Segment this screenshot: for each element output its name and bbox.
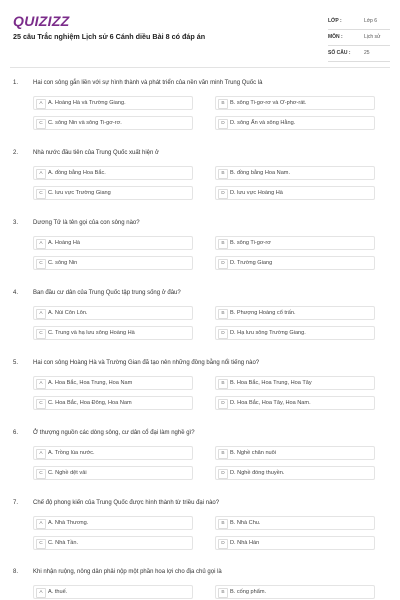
question-number: 3. xyxy=(13,220,19,226)
option-text: D. Nhà Hán xyxy=(230,540,260,546)
option-text: B. Phượng Hoàng cổ trấn. xyxy=(230,310,296,316)
option-c[interactable] xyxy=(33,256,193,270)
question-1 xyxy=(0,80,400,150)
option-text: B. Nhà Chu. xyxy=(230,520,261,526)
option-b[interactable] xyxy=(215,446,375,460)
option-b[interactable] xyxy=(215,96,375,110)
option-text: C. sông Nin xyxy=(48,260,78,266)
question-text: Khi nhận ruộng, nông dân phải nộp một phần hoa lợi cho địa chủ gọi là xyxy=(33,569,222,575)
option-letter: D xyxy=(218,329,228,339)
option-letter: C xyxy=(36,399,46,409)
option-letter: B xyxy=(218,99,228,109)
option-a[interactable] xyxy=(33,446,193,460)
question-text: Hai con sông gắn liền với sự hình thành và phát triển của nền văn minh Trung Quốc là xyxy=(33,80,263,86)
option-text: B. Hoa Bắc, Hoa Trung, Hoa Tây xyxy=(230,380,312,386)
option-d[interactable] xyxy=(215,396,375,410)
meta-key: SỐ CÂU : xyxy=(328,50,351,56)
question-text: Ban đầu cư dân của Trung Quốc tập trung sống ở đâu? xyxy=(33,290,181,296)
option-letter: D xyxy=(218,119,228,129)
option-text: C. Hoa Bắc, Hoa Đông, Hoa Nam xyxy=(48,400,132,406)
option-letter: B xyxy=(218,309,228,319)
option-text: A. Núi Côn Lôn. xyxy=(48,310,88,316)
meta-value: Lịch sử xyxy=(364,34,381,40)
option-text: B. Nghề chăn nuôi xyxy=(230,450,277,456)
option-text: A. Trồng lúa nước. xyxy=(48,450,95,456)
question-text: Dương Tử là tên gọi của con sông nào? xyxy=(33,220,140,226)
option-letter: B xyxy=(218,588,228,598)
option-text: D. sông Ấn và sông Hằng. xyxy=(230,120,296,126)
option-c[interactable] xyxy=(33,186,193,200)
option-text: A. thuế. xyxy=(48,589,68,595)
option-text: B. đồng bằng Hoa Nam. xyxy=(230,170,291,176)
option-letter: D xyxy=(218,259,228,269)
option-text: B. cống phẩm. xyxy=(230,589,267,595)
option-letter: C xyxy=(36,259,46,269)
option-text: D. Hạ lưu sông Trường Giang. xyxy=(230,330,306,336)
option-d[interactable] xyxy=(215,256,375,270)
question-number: 7. xyxy=(13,500,19,506)
question-text: Nhà nước đầu tiên của Trung Quốc xuất hiện ở xyxy=(33,150,159,156)
option-letter: D xyxy=(218,539,228,549)
option-text: D. Trường Giang xyxy=(230,260,273,266)
option-letter: B xyxy=(218,519,228,529)
option-letter: C xyxy=(36,539,46,549)
option-letter: B xyxy=(218,379,228,389)
option-a[interactable] xyxy=(33,516,193,530)
option-a[interactable] xyxy=(33,96,193,110)
question-number: 4. xyxy=(13,290,19,296)
option-text: A. đồng bằng Hoa Bắc. xyxy=(48,170,106,176)
question-number: 1. xyxy=(13,80,19,86)
question-8 xyxy=(0,569,400,600)
option-letter: A xyxy=(36,309,46,319)
option-letter: D xyxy=(218,399,228,409)
option-text: C. Nghề dệt vải xyxy=(48,470,87,476)
question-text: Ở thượng nguồn các dòng sông, cư dân cổ đại làm nghề gì? xyxy=(33,430,195,436)
question-2 xyxy=(0,150,400,220)
question-5 xyxy=(0,360,400,430)
option-text: D. Nghề đóng thuyền. xyxy=(230,470,285,476)
question-3 xyxy=(0,220,400,290)
worksheet-header xyxy=(0,0,400,64)
option-a[interactable] xyxy=(33,166,193,180)
question-number: 5. xyxy=(13,360,19,366)
option-text: C. lưu vực Trường Giang xyxy=(48,190,111,196)
option-letter: C xyxy=(36,469,46,479)
option-c[interactable] xyxy=(33,466,193,480)
option-letter: A xyxy=(36,169,46,179)
option-letter: A xyxy=(36,519,46,529)
option-c[interactable] xyxy=(33,326,193,340)
question-text: Chế độ phong kiến của Trung Quốc được hình thành từ triều đại nào? xyxy=(33,500,220,506)
option-text: A. Hoa Bắc, Hoa Trung, Hoa Nam xyxy=(48,380,133,386)
option-text: D. lưu vực Hoàng Hà xyxy=(230,190,283,196)
meta-key: MÔN : xyxy=(328,34,343,40)
option-a[interactable] xyxy=(33,306,193,320)
option-text: B. sông Ti-gơ-rơ và Ơ-phơ-rát. xyxy=(230,100,307,106)
meta-row-grade xyxy=(328,14,390,30)
option-text: C. Trung và hạ lưu sông Hoàng Hà xyxy=(48,330,135,336)
option-text: A. Nhà Thương. xyxy=(48,520,89,526)
option-letter: A xyxy=(36,99,46,109)
option-letter: A xyxy=(36,588,46,598)
option-c[interactable] xyxy=(33,396,193,410)
option-b[interactable] xyxy=(215,166,375,180)
question-number: 8. xyxy=(13,569,19,575)
option-letter: A xyxy=(36,239,46,249)
worksheet-title: 25 câu Trắc nghiệm Lịch sử 6 Cánh diều Bài 8 có đáp án xyxy=(13,32,206,41)
option-d[interactable] xyxy=(215,186,375,200)
meta-value: Lớp 6 xyxy=(364,18,378,24)
option-d[interactable] xyxy=(215,116,375,130)
option-letter: B xyxy=(218,169,228,179)
option-letter: C xyxy=(36,329,46,339)
option-b[interactable] xyxy=(215,516,375,530)
option-c[interactable] xyxy=(33,536,193,550)
option-letter: B xyxy=(218,449,228,459)
meta-key: LỚP : xyxy=(328,18,342,24)
option-text: A. Hoàng Hà và Trường Giang. xyxy=(48,100,126,106)
option-a[interactable] xyxy=(33,236,193,250)
option-c[interactable] xyxy=(33,116,193,130)
worksheet-meta xyxy=(328,14,390,62)
option-b[interactable] xyxy=(215,376,375,390)
header-divider xyxy=(10,67,390,68)
question-number: 2. xyxy=(13,150,19,156)
option-text: B. sông Ti-gơ-rơ xyxy=(230,240,271,246)
option-text: D. Hoa Bắc, Hoa Tây, Hoa Nam. xyxy=(230,400,311,406)
option-letter: D xyxy=(218,189,228,199)
option-letter: C xyxy=(36,189,46,199)
option-letter: D xyxy=(218,469,228,479)
option-letter: A xyxy=(36,449,46,459)
meta-row-count xyxy=(328,46,390,62)
question-text: Hai con sông Hoàng Hà và Trường Gian đã tạo nên những đồng bằng nổi tiếng nào? xyxy=(33,360,260,366)
option-b[interactable] xyxy=(215,585,375,599)
option-text: C. Nhà Tần. xyxy=(48,540,79,546)
option-b[interactable] xyxy=(215,236,375,250)
quizizz-logo: QUIZIZZ xyxy=(13,13,70,29)
question-4 xyxy=(0,290,400,360)
option-d[interactable] xyxy=(215,466,375,480)
question-6 xyxy=(0,430,400,500)
option-d[interactable] xyxy=(215,536,375,550)
question-7 xyxy=(0,500,400,570)
option-letter: B xyxy=(218,239,228,249)
option-b[interactable] xyxy=(215,306,375,320)
option-letter: C xyxy=(36,119,46,129)
option-a[interactable] xyxy=(33,376,193,390)
meta-row-subject xyxy=(328,30,390,46)
option-letter: A xyxy=(36,379,46,389)
option-text: A. Hoàng Hà xyxy=(48,240,81,246)
option-a[interactable] xyxy=(33,585,193,599)
option-d[interactable] xyxy=(215,326,375,340)
option-text: C. sông Nin và sông Ti-gơ-rơ. xyxy=(48,120,122,126)
meta-value: 25 xyxy=(364,50,370,56)
question-number: 6. xyxy=(13,430,19,436)
